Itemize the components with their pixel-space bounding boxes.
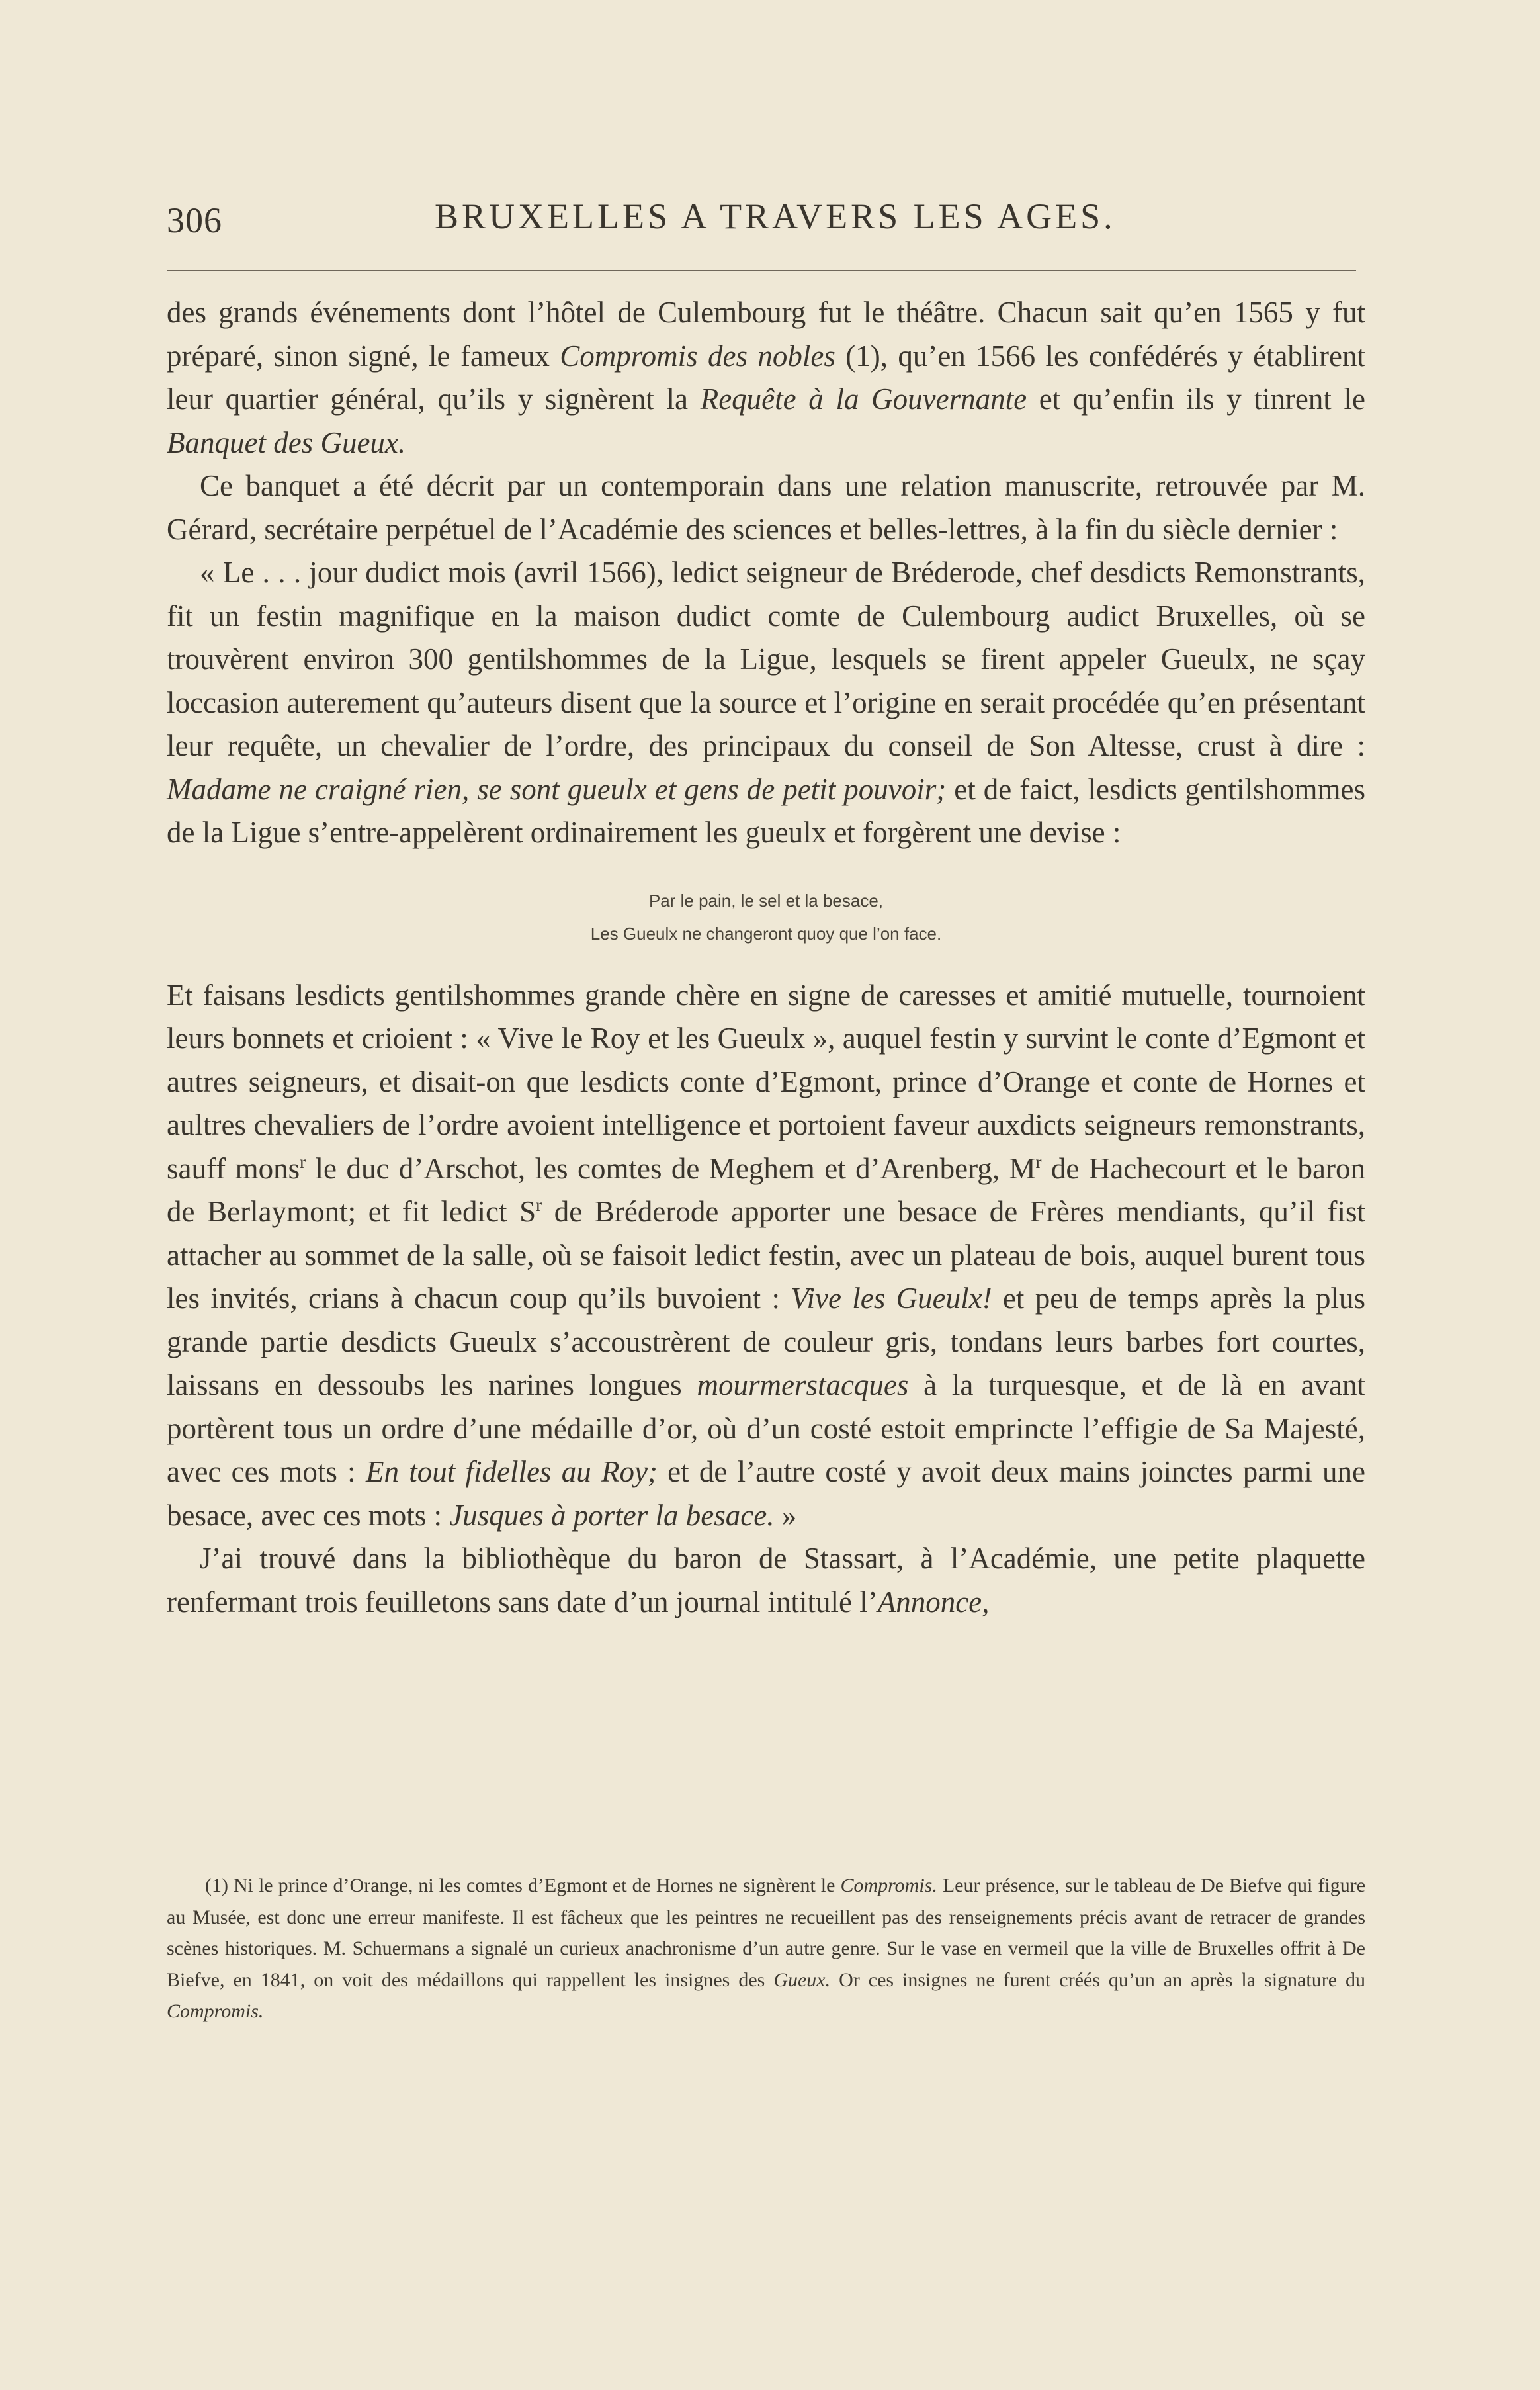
italic-run: Madame ne craigné rien, se sont gueulx et gens de petit pouvoir; — [167, 772, 947, 806]
text-run: de Hachecourt et le baron de Berlaymont; et fit ledict S — [167, 1151, 1365, 1228]
header-rule — [167, 270, 1356, 271]
page-number: 306 — [167, 200, 222, 240]
italic-run: mourmerstacques — [697, 1368, 909, 1401]
italic-run: Compromis. — [167, 2000, 264, 2022]
paragraph-3-quote — [167, 551, 1365, 855]
text-run: Et faisans lesdicts gentilshommes grande chère en signe de caresses et amitié mutuelle, tournoient leurs bonnets et crioient : « Vive le Roy et les Gueulx », auquel festin y survint le conte d’Egmont et autres seigneurs, et disait-on que lesdicts conte d’Egmont, prince d’Orange et conte de Hornes et aultres chevaliers de l’ordre avoient intelligence et portoient faveur auxdicts seigneurs remonstrants, sauff mons — [167, 978, 1365, 1185]
text-run: « Le . . . jour dudict mois (avril 1566), ledict seigneur de Bréderode, chef desdicts Remonstrants, fit un festin magnifique en la maison dudict comte de Culembourg audict Bruxelles, où se trouvèrent environ 300 gentilshommes de la Ligue, lesquels se firent appeler Gueulx, ne sçay loccasion auterement qu’auteurs disent que la source et l’origine en serait procédée qu’en présentant leur requête, un chevalier de l’ordre, des principaux du conseil de Son Altesse, crust à dire : — [167, 556, 1365, 762]
main-text — [167, 291, 1365, 1624]
text-run: de Bréderode apporter une besace de Frères mendiants, qu’il fist attacher au sommet de la salle, où se faisoit ledict festin, avec un plateau de bois, auquel burent tous les invités, crians à chacun coup qu’ils buvoient : — [167, 1195, 1365, 1315]
paragraph-5 — [167, 1537, 1365, 1624]
paragraph-1 — [167, 291, 1365, 465]
running-title: BRUXELLES A TRAVERS LES AGES. — [435, 197, 1116, 236]
text-run: à la turquesque, et de là en avant portèrent tous un ordre d’une médaille d’or, où d’un costé estoit emprincte l’effigie de Sa Majesté, avec ces mots : — [167, 1368, 1365, 1488]
italic-run: Vive les Gueulx! — [791, 1282, 992, 1315]
text-run: (1) Ni le prince d’Orange, ni les comtes d’Egmont et de Hornes ne signèrent le — [205, 1875, 841, 1896]
italic-run: En tout fidelles au Roy; — [365, 1455, 658, 1488]
italic-run: Gueux. — [773, 1969, 831, 1991]
italic-run: Requête à la Gouvernante — [700, 382, 1027, 416]
superscript: r — [536, 1195, 542, 1215]
text-run: des grands événements dont l’hôtel de Culembourg fut le théâtre. Chacun sait qu’en 1565 y fut préparé, sinon signé, le fameux — [167, 296, 1365, 373]
text-run: et de l’autre costé y avoit deux mains joinctes parmi une besace, avec ces mots : — [167, 1455, 1365, 1532]
text-run: et peu de temps après la plus grande partie desdicts Gueulx s’accoustrèrent de couleur gris, tondans leurs barbes fort courtes, laissans en dessoubs les narines longues — [167, 1282, 1365, 1401]
text-run: le duc d’Arschot, les comtes de Meghem et d’Arenberg, M — [306, 1151, 1036, 1185]
verse-line: Les Gueulx ne changeront quoy que l’on face. — [590, 923, 942, 944]
text-run: et qu’enfin ils y tinrent le — [1027, 382, 1366, 416]
italic-run: Banquet des Gueux. — [167, 425, 406, 459]
text-run: J’ai trouvé dans la bibliothèque du baron de Stassart, à l’Académie, une petite plaquette renfermant trois feuilletons sans date d’un journal intitulé l’ — [167, 1542, 1365, 1618]
superscript: r — [300, 1151, 306, 1172]
footnote — [167, 1870, 1365, 2027]
verse-motto — [167, 884, 1365, 950]
italic-run: Compromis. — [840, 1875, 937, 1896]
paragraph-4 — [167, 974, 1365, 1538]
italic-run: Compromis des nobles — [560, 339, 835, 373]
italic-run: Annonce, — [877, 1585, 990, 1618]
italic-run: Jusques à porter la besace. — [449, 1498, 775, 1532]
superscript: r — [1035, 1151, 1042, 1172]
footnote-1 — [167, 1870, 1365, 2027]
page-header — [167, 192, 1356, 251]
paragraph-2: Ce banquet a été décrit par un contemporain dans une relation manuscrite, retrouvée par M. Gérard, secrétaire perpétuel de l’Académie des sciences et belles-lettres, à la fin du siècle dernier : — [167, 469, 1365, 546]
verse-line: Par le pain, le sel et la besace, — [648, 890, 884, 910]
text-run: et de faict, lesdicts gentilshommes de la Ligue s’entre-appelèrent ordinairement les gueulx et forgèrent une devise : — [167, 772, 1365, 849]
text-run: Or ces insignes ne furent créés qu’un an après la signature du — [830, 1969, 1366, 1991]
text-run: » — [774, 1498, 797, 1532]
text-run: Leur présence, sur le tableau de De Biefve qui figure au Musée, est donc une erreur manifeste. Il est fâcheux que les peintres ne recueillent pas des renseignements précis avant de retracer de grandes scènes historiques. M. Schuermans a signalé un curieux anachronisme d’un autre genre. Sur le vase en vermeil que la ville de Bruxelles offrit à De Biefve, en 1841, on voit des médaillons qui rappellent les insignes des — [167, 1875, 1366, 1991]
text-run: (1), qu’en 1566 les confédérés y établirent leur quartier général, qu’ils y signèrent la — [167, 339, 1365, 416]
